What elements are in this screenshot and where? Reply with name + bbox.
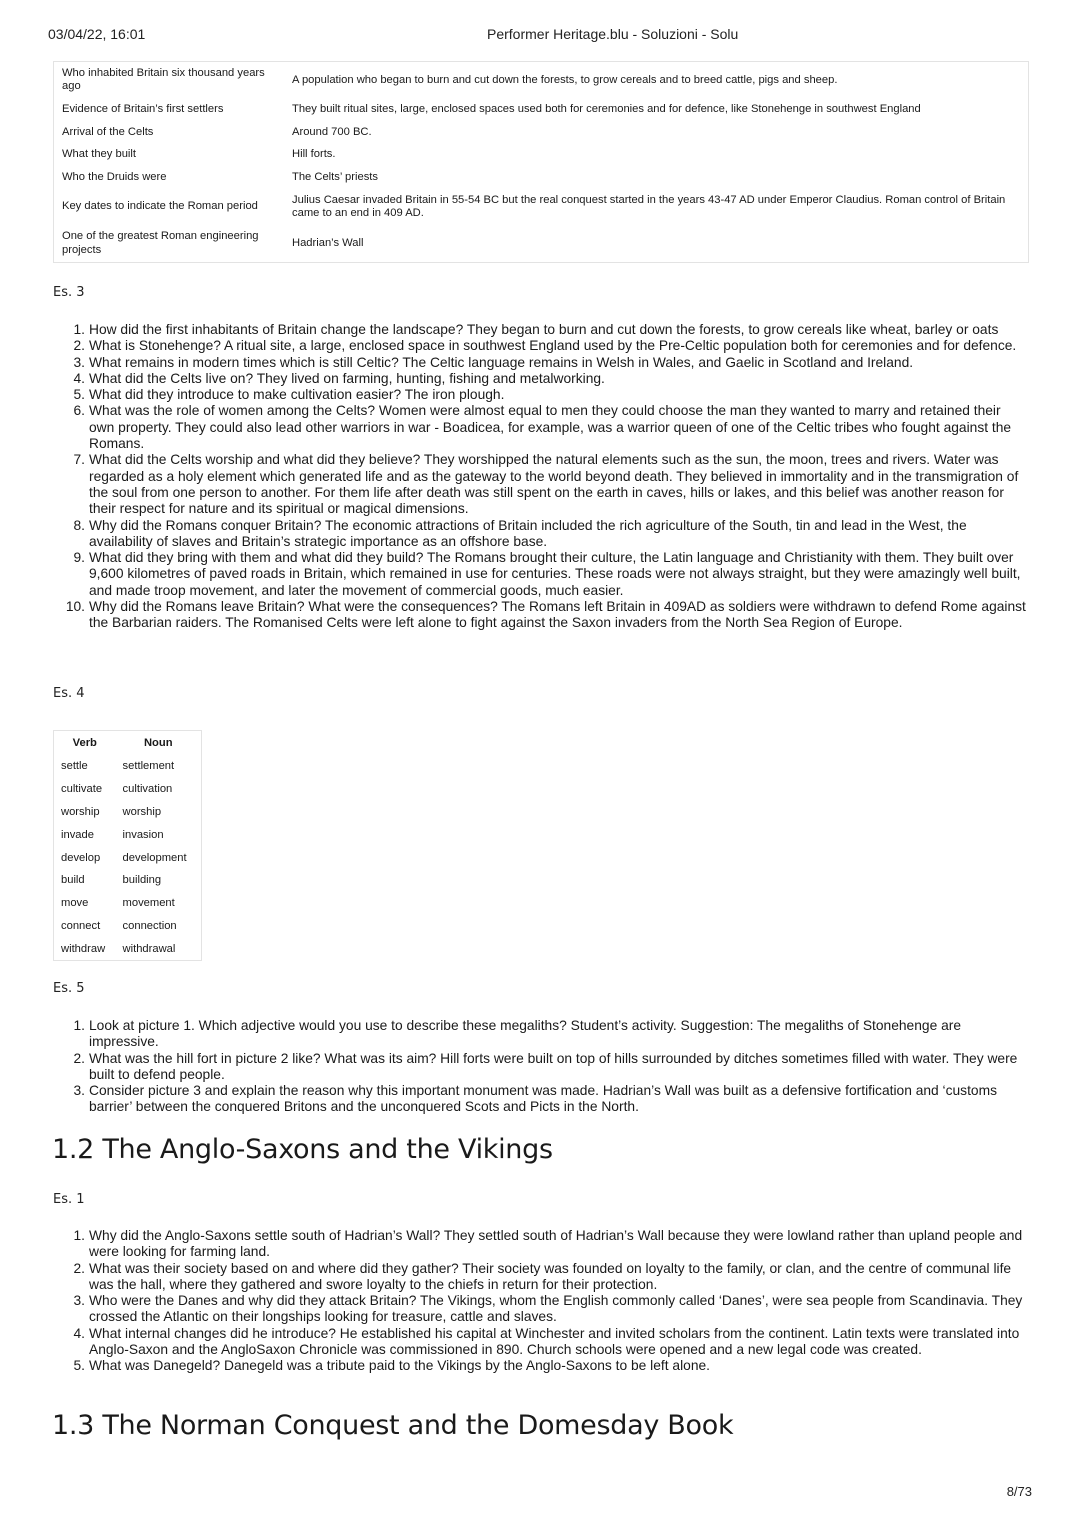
question-answer: What is Stonehenge? A ritual site, a large, enclosed space in southwest England used by the Pre-Celtic population both for ceremonies and for defence. (89, 338, 1017, 354)
verb-cell: develop (61, 851, 101, 864)
verb-cell: connect (61, 919, 101, 932)
table-row (54, 166, 1029, 189)
question-answer: What was Danegeld? Danegeld was a tribute paid to the Vikings by the Anglo-Saxons to be left alone. (89, 1358, 711, 1374)
list-item: 4. What internal changes did he introduce? He established his capital at Winchester and invited scholars from the continent. Latin texts were translated into Anglo-Saxon and the AngloSaxon Chronicle was commissioned in 890. Church schools were opened and a new legal code was created. (73, 1325, 1020, 1358)
noun-cell: development (122, 851, 187, 864)
question-answer: What did the Celts worship and what did they believe? They worshipped the natural elements such as the sun, the moon, trees and rivers. Water was regarded as a holy element which generated life and as the gateway to the world beyond death. They believed in immortality and in the transmigration of the soul from one person to another. For them life after death was still spent on the earth in caves, hills or lakes, and this belief was another reason for their respect for nature and its spiritual or magical dimensions. (89, 452, 1019, 517)
list-item: 1. How did the first inhabitants of Britain change the landscape? They began to burn and cut down the forests, to grow cereals like wheat, barley or oats (73, 322, 999, 337)
table-key: Evidence of Britain’s first settlers (62, 103, 224, 115)
table-row (54, 144, 1029, 167)
table-row (54, 778, 202, 801)
question-answer: What did they introduce to make cultivation easier? The iron plough. (89, 387, 505, 403)
verb-cell: worship (61, 805, 100, 818)
table-value: They built ritual sites, large, enclosed spaces used both for ceremonies and for defence, like Stonehenge in southwest England (292, 103, 921, 115)
question-answer: Why did the Romans leave Britain? What were the consequences? The Romans left Britain in 409AD as soldiers were withdrawn to defend Rome against the Barbarian raiders. The Romanised Celts were left alone to fight against the Saxon invaders from the North Sea Region of Europe. (89, 599, 1026, 631)
table-row (54, 121, 1029, 144)
list-item: 3. Consider picture 3 and explain the reason why this important monument was made. Hadrian’s Wall was built as a defensive fortification and ‘customs barrier’ between the conquered Britons and the unconquered Scots and Picts in the North. (73, 1083, 997, 1115)
question-answer: Look at picture 1. Which adjective would you use to describe these megaliths? Student’s activity. Suggestion: The megaliths of Stonehenge are impressive. (89, 1018, 962, 1050)
list-item: 2. What was their society based on and where did they gather? Their society was founded on loyalty to the family, or clan, and the centre of communal life was the hall, where they gathered and swore loyalty to the chiefs in return for their protection. (73, 1260, 1012, 1292)
table-key: Arrival of the Celts (62, 125, 154, 138)
noun-cell: worship (122, 805, 162, 818)
exercise-5-list (73, 1018, 1027, 1116)
exercise-4-label: Es. 4 (53, 686, 85, 701)
print-datetime: 03/04/22, 16:01 (48, 26, 146, 42)
table-key: Who inhabited Britain six thousand years ago (62, 66, 265, 93)
page-number: 8/73 (1006, 1484, 1032, 1499)
section-heading-1-2: 1.2 The Anglo-Saxons and the Vikings (52, 1134, 553, 1165)
table-row (54, 62, 1029, 99)
table-key: One of the greatest Roman engineering projects (62, 230, 259, 256)
column-header-noun: Noun (143, 737, 173, 749)
noun-cell: building (122, 874, 162, 887)
table-row (54, 937, 202, 960)
table-row (54, 915, 202, 938)
list-item: 1. Look at picture 1. Which adjective would you use to describe these megaliths? Student’s activity. Suggestion: The megaliths of Stonehenge are impressive. (73, 1018, 962, 1050)
table-row (54, 892, 202, 915)
list-item: 4. What did the Celts live on? They lived on farming, hunting, fishing and metalworking. (73, 370, 605, 386)
table-row (54, 189, 1029, 226)
list-item: 10. Why did the Romans leave Britain? What were the consequences? The Romans left Britain in 409AD as soldiers were withdrawn to defend Rome against the Barbarian raiders. The Romanised Celts were left alone to fight against the Saxon invaders from the North Sea Region of Europe. (65, 599, 1026, 631)
table-row (54, 755, 202, 778)
noun-cell: movement (122, 897, 175, 910)
page-title: Performer Heritage.blu - Soluzioni - Solu (487, 26, 739, 42)
list-item: 8. Why did the Romans conquer Britain? The economic attractions of Britain included the rich agriculture of the South, tin and lead in the West, the availability of slaves and Britain’s strategic importance as an offshore base. (73, 517, 967, 549)
verb-cell: build (61, 874, 85, 887)
table-row (54, 846, 202, 869)
table-header-row (54, 731, 202, 756)
question-answer: Why did the Anglo-Saxons settle south of Hadrian’s Wall? They settled south of Hadrian’s Wall because they were lowland rather than upland people and were looking for farming land. (89, 1228, 1023, 1260)
list-item: 3. What remains in modern times which is still Celtic? The Celtic language remains in Welsh in Wales, and Gaelic in Scotland and Ireland. (73, 354, 914, 370)
table-row (54, 869, 202, 892)
question-answer: What was the hill fort in picture 2 like? What was its aim? Hill forts were built on top of hills surrounded by ditches sometimes filled with water. They were built to defend people. (89, 1050, 1018, 1082)
section-heading-1-3: 1.3 The Norman Conquest and the Domesday Book (52, 1410, 734, 1441)
list-item: 9. What did they bring with them and what did they build? The Romans brought their culture, the Latin language and Christianity with them. They built over 9,600 kilometres of paved roads in Britain, which remained in use for centuries. These roads were not always straight, but they were amazingly well built, and made troop movement, and later the movement of commercial goods, much easier. (73, 550, 1021, 598)
list-item: 5. What was Danegeld? Danegeld was a tribute paid to the Vikings by the Anglo-Saxons to be left alone. (73, 1358, 711, 1374)
list-item: 2. What is Stonehenge? A ritual site, a large, enclosed space in southwest England used by the Pre-Celtic population both for ceremonies and for defence. (73, 338, 1017, 354)
list-item: 3. Who were the Danes and why did they attack Britain? The Vikings, whom the English commonly called ‘Danes’, were sea people from Scandinavia. They crossed the Atlantic on their longships looking for treasure, cattle and slaves. (73, 1293, 1023, 1325)
table-key: Who the Druids were (62, 170, 167, 183)
question-answer: What was their society based on and where did they gather? Their society was founded on loyalty to the family, or clan, and the centre of communal life was the hall, where they gathered and swore loyalty to the chiefs in return for their protection. (89, 1260, 1012, 1292)
table-value: Hill forts. (292, 148, 336, 160)
verb-cell: move (61, 897, 89, 910)
question-answer: What remains in modern times which is still Celtic? The Celtic language remains in Welsh in Wales, and Gaelic in Scotland and Ireland. (89, 354, 914, 370)
verb-cell: invade (61, 828, 94, 841)
question-answer: What was the role of women among the Celts? Women were almost equal to men they could choose the man they wanted to marry and retained their own property. They could also lead other warriors in war - Boadicea, for example, was a warrior queen of one of the Celtic tribes who fought against the Romans. (89, 403, 1012, 452)
exercise-3-label: Es. 3 (53, 285, 85, 300)
question-answer: What internal changes did he introduce? He established his capital at Winchester and invited scholars from the continent. Latin texts were translated into Anglo-Saxon and the AngloSaxon Chronicle was commissioned in 890. Church schools were opened and a new legal code was created. (89, 1325, 1020, 1358)
exercise-1-list (73, 1228, 1027, 1375)
question-answer: What did they bring with them and what did they build? The Romans brought their culture, the Latin language and Christianity with them. They built over 9,600 kilometres of paved roads in Britain, which remained in use for centuries. These roads were not always straight, but they were amazingly well built, and made troop movement, and later the movement of commercial goods, much easier. (89, 550, 1021, 598)
table-value: The Celts’ priests (292, 170, 379, 183)
list-item: 6. What was the role of women among the Celts? Women were almost equal to men they could choose the man they wanted to marry and retained their own property. They could also lead other warriors in war - Boadicea, for example, was a warrior queen of one of the Celtic tribes who fought against the Romans. (73, 403, 1012, 452)
noun-cell: withdrawal (122, 942, 176, 955)
column-header-verb: Verb (72, 737, 97, 749)
exercise-5-label: Es. 5 (53, 981, 85, 996)
question-answer: Why did the Romans conquer Britain? The economic attractions of Britain included the rich agriculture of the South, tin and lead in the West, the availability of slaves and Britain’s strategic importance as an offshore base. (89, 517, 967, 549)
noun-cell: settlement (122, 760, 175, 773)
verb-cell: cultivate (61, 783, 103, 796)
list-item: 5. What did they introduce to make cultivation easier? The iron plough. (73, 387, 505, 403)
question-answer: Who were the Danes and why did they attack Britain? The Vikings, whom the English commonly called ‘Danes’, were sea people from Scandinavia. They crossed the Atlantic on their longships looking for treasure, cattle and slaves. (89, 1293, 1023, 1325)
noun-cell: invasion (122, 828, 164, 841)
list-item: 2. What was the hill fort in picture 2 like? What was its aim? Hill forts were built on top of hills surrounded by ditches sometimes filled with water. They were built to defend people. (73, 1050, 1018, 1082)
table-key: What they built (62, 148, 136, 160)
table-row (54, 226, 1029, 263)
list-item: 1. Why did the Anglo-Saxons settle south of Hadrian’s Wall? They settled south of Hadrian’s Wall because they were lowland rather than upland people and were looking for farming land. (73, 1228, 1023, 1260)
exercise-1-label: Es. 1 (53, 1192, 85, 1207)
verb-cell: withdraw (61, 942, 106, 955)
question-answer: Consider picture 3 and explain the reason why this important monument was made. Hadrian’s Wall was built as a defensive fortification and ‘customs barrier’ between the conquered Britons and the unconquered Scots and Picts in the North. (89, 1083, 997, 1115)
question-answer: How did the first inhabitants of Britain change the landscape? They began to burn and cut down the forests, to grow cereals like wheat, barley or oats (89, 322, 999, 337)
table-row (54, 801, 202, 824)
verb-noun-table (53, 730, 202, 961)
noun-cell: cultivation (122, 783, 173, 796)
table-value: Around 700 BC. (292, 125, 372, 138)
table-value: Hadrian’s Wall (292, 237, 364, 249)
table-key: Key dates to indicate the Roman period (62, 200, 258, 213)
verb-cell: settle (61, 760, 88, 773)
summary-table (53, 61, 1029, 263)
question-answer: What did the Celts live on? They lived on farming, hunting, fishing and metalworking. (89, 370, 605, 386)
list-item: 7. What did the Celts worship and what did they believe? They worshipped the natural elements such as the sun, the moon, trees and rivers. Water was regarded as a holy element which generated life and as the gateway to the world beyond death. They believed in immortality and in the transmigration of the soul from one person to another. For them life after death was still spent on the earth in caves, hills or lakes, and this belief was another reason for their respect for nature and its spiritual or magical dimensions. (73, 452, 1019, 517)
table-row (54, 823, 202, 846)
table-value: A population who began to burn and cut down the forests, to grow cereals and to breed cattle, pigs and sheep. (292, 73, 838, 86)
exercise-3-list (65, 322, 1027, 632)
table-value: Julius Caesar invaded Britain in 55-54 BC but the real conquest started in the years 43-47 AD under Emperor Claudius. Roman control of Britain came to an end in 409 AD. (292, 193, 1006, 219)
noun-cell: connection (122, 919, 177, 932)
table-row (54, 99, 1029, 122)
